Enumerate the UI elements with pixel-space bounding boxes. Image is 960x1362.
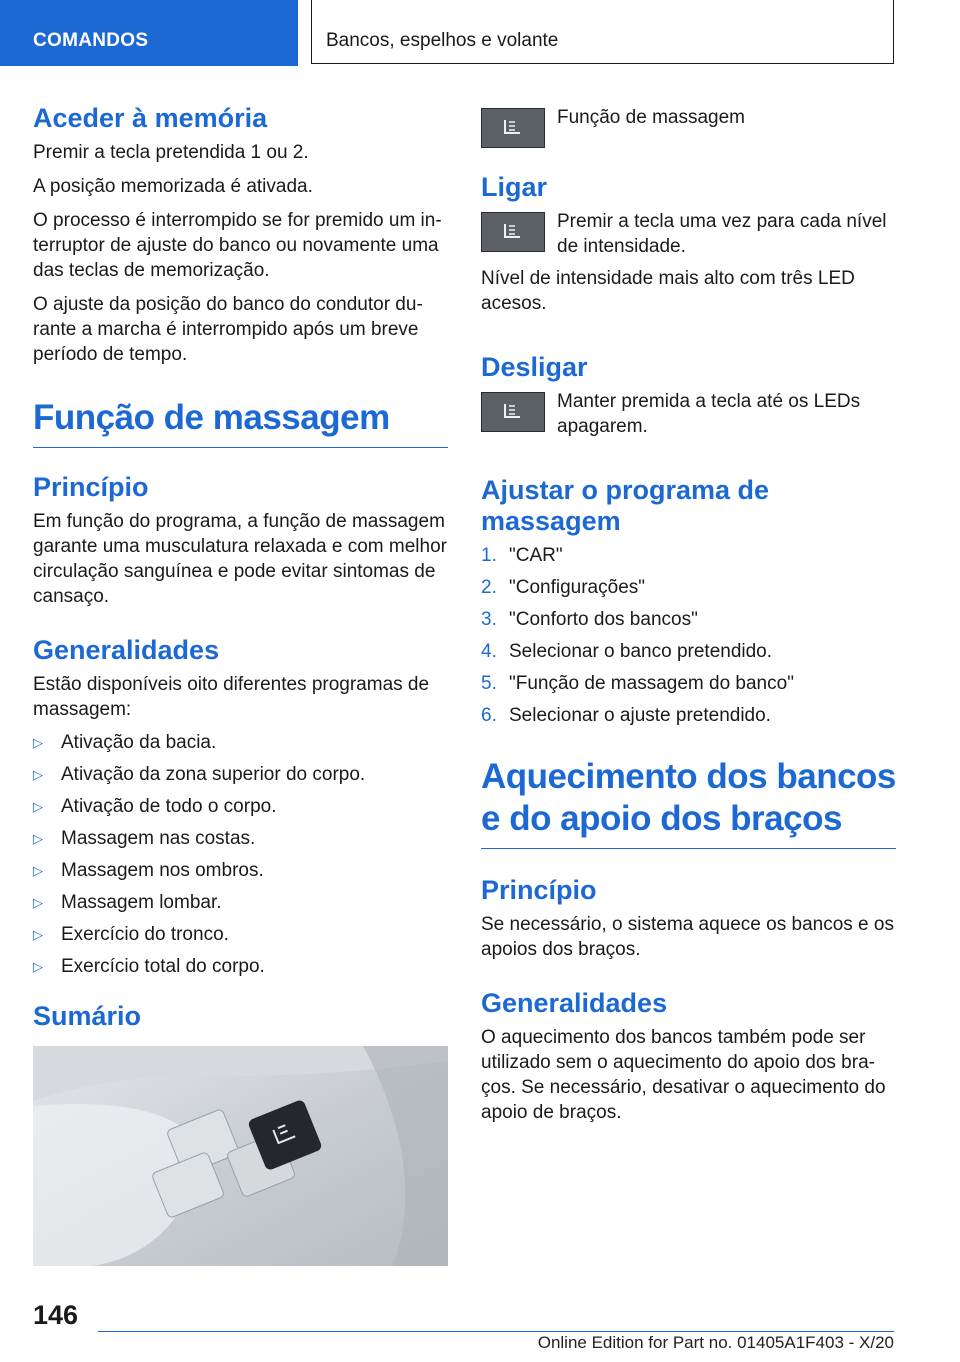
triangle-bullet-icon: ▷: [33, 799, 43, 815]
left-column: [33, 100, 448, 1266]
ligar-heading: Ligar: [481, 172, 548, 202]
footer-divider: [98, 1331, 894, 1332]
chapter-label: Bancos, espelhos e volante: [326, 30, 559, 51]
triangle-bullet-icon: ▷: [33, 831, 43, 847]
section-tab: [0, 0, 298, 66]
aceder-text-2: A posição memorizada é ativada.: [33, 176, 313, 198]
heat-generalidades-text: O aquecimento dos bancos também pode ser utilizado sem o aquecimento do apoio dos braços. Se necessário, desativar o aquecimento do apoio de braços.: [481, 1027, 886, 1124]
seat-massage-icon: [499, 116, 527, 140]
heat-principio-text: Se necessário, o sistema aquece os bancos e os apoios dos braços.: [481, 914, 894, 961]
desligar-heading: Desligar: [481, 352, 588, 383]
list-item: ▷ Ativação da zona superior do corpo.: [33, 764, 366, 786]
list-item: ▷ Ativação da bacia.: [33, 732, 217, 754]
massage-section-heading: Função de massagem: [33, 397, 448, 448]
list-item: ▷ Exercício total do corpo.: [33, 956, 265, 978]
massage-button-icon: [481, 212, 545, 252]
heat-principio-heading: Princípio: [481, 875, 597, 906]
chapter-tab: [311, 0, 894, 64]
sumario-heading: Sumário: [33, 1001, 142, 1032]
triangle-bullet-icon: ▷: [33, 927, 43, 943]
aceder-text-4: O ajuste da posição do banco do condutor durante a marcha é interrompido após um breve período de tempo.: [33, 294, 423, 366]
triangle-bullet-icon: ▷: [33, 735, 43, 751]
list-item: ▷ Massagem lombar.: [33, 892, 222, 914]
list-item: 3. "Conforto dos bancos": [481, 609, 698, 631]
section-label: COMANDOS: [33, 30, 149, 51]
generalidades-heading: Generalidades: [33, 635, 220, 666]
seat-controls-photo: [33, 1046, 448, 1266]
ligar-note: Nível de intensidade mais alto com três LED acesos.: [481, 268, 855, 315]
aceder-memoria-heading: Aceder à memória: [33, 103, 268, 133]
desligar-button-row: [481, 389, 896, 439]
massage-button-caption: Função de massagem: [557, 107, 745, 128]
triangle-bullet-icon: ▷: [33, 767, 43, 783]
list-item: 5. "Função de massagem do banco": [481, 673, 794, 695]
triangle-bullet-icon: ▷: [33, 863, 43, 879]
massage-button-icon: [481, 392, 545, 432]
list-item: 1. "CAR": [481, 545, 563, 567]
list-item: ▷ Massagem nos ombros.: [33, 860, 264, 882]
list-item: 2. "Configurações": [481, 577, 646, 599]
massage-button-row: [481, 105, 896, 148]
principio-heading: Princípio: [33, 472, 149, 503]
list-item: ▷ Exercício do tronco.: [33, 924, 229, 946]
ajustar-steps-list: [481, 543, 896, 728]
list-item: ▷ Ativação de todo o corpo.: [33, 796, 277, 818]
seat-massage-icon: [499, 220, 527, 244]
triangle-bullet-icon: ▷: [33, 895, 43, 911]
aceder-text-3: O processo é interrompido se for premido um interruptor de ajuste do banco ou novamente uma das teclas de memorização.: [33, 210, 442, 282]
heating-section-heading: Aquecimento dos bancos e do apoio dos braços: [481, 756, 896, 849]
right-column: [481, 105, 896, 1125]
page-number: 146: [33, 1300, 79, 1330]
desligar-text: Manter premida a tecla até os LEDs apagarem.: [557, 391, 861, 438]
massage-programs-list: [33, 730, 448, 979]
edition-footer: Online Edition for Part no. 01405A1F403 - X/20: [537, 1333, 894, 1352]
generalidades-text: Estão disponíveis oito diferentes programas de massagem:: [33, 674, 430, 721]
ligar-button-row: [481, 209, 896, 259]
principio-text: Em função do programa, a função de massagem garante uma musculatura relaxada e com melhor circulação sanguínea e pode evitar sintomas de cansaço.: [33, 511, 447, 608]
aceder-text-1: Premir a tecla pretendida 1 ou 2.: [33, 142, 309, 164]
page-header: [0, 0, 960, 66]
heat-generalidades-heading: Generalidades: [481, 988, 668, 1019]
triangle-bullet-icon: ▷: [33, 959, 43, 975]
seat-panel-illustration: [33, 1046, 448, 1266]
list-item: 6. Selecionar o ajuste pretendido.: [481, 705, 771, 727]
list-item: ▷ Massagem nas costas.: [33, 828, 256, 850]
list-item: 4. Selecionar o banco pretendido.: [481, 641, 773, 663]
ligar-text: Premir a tecla uma vez para cada nível de intensidade.: [557, 211, 887, 258]
massage-button-icon: [481, 108, 545, 148]
ajustar-heading: Ajustar o programa de massagem: [481, 475, 770, 537]
seat-massage-icon: [499, 400, 527, 424]
